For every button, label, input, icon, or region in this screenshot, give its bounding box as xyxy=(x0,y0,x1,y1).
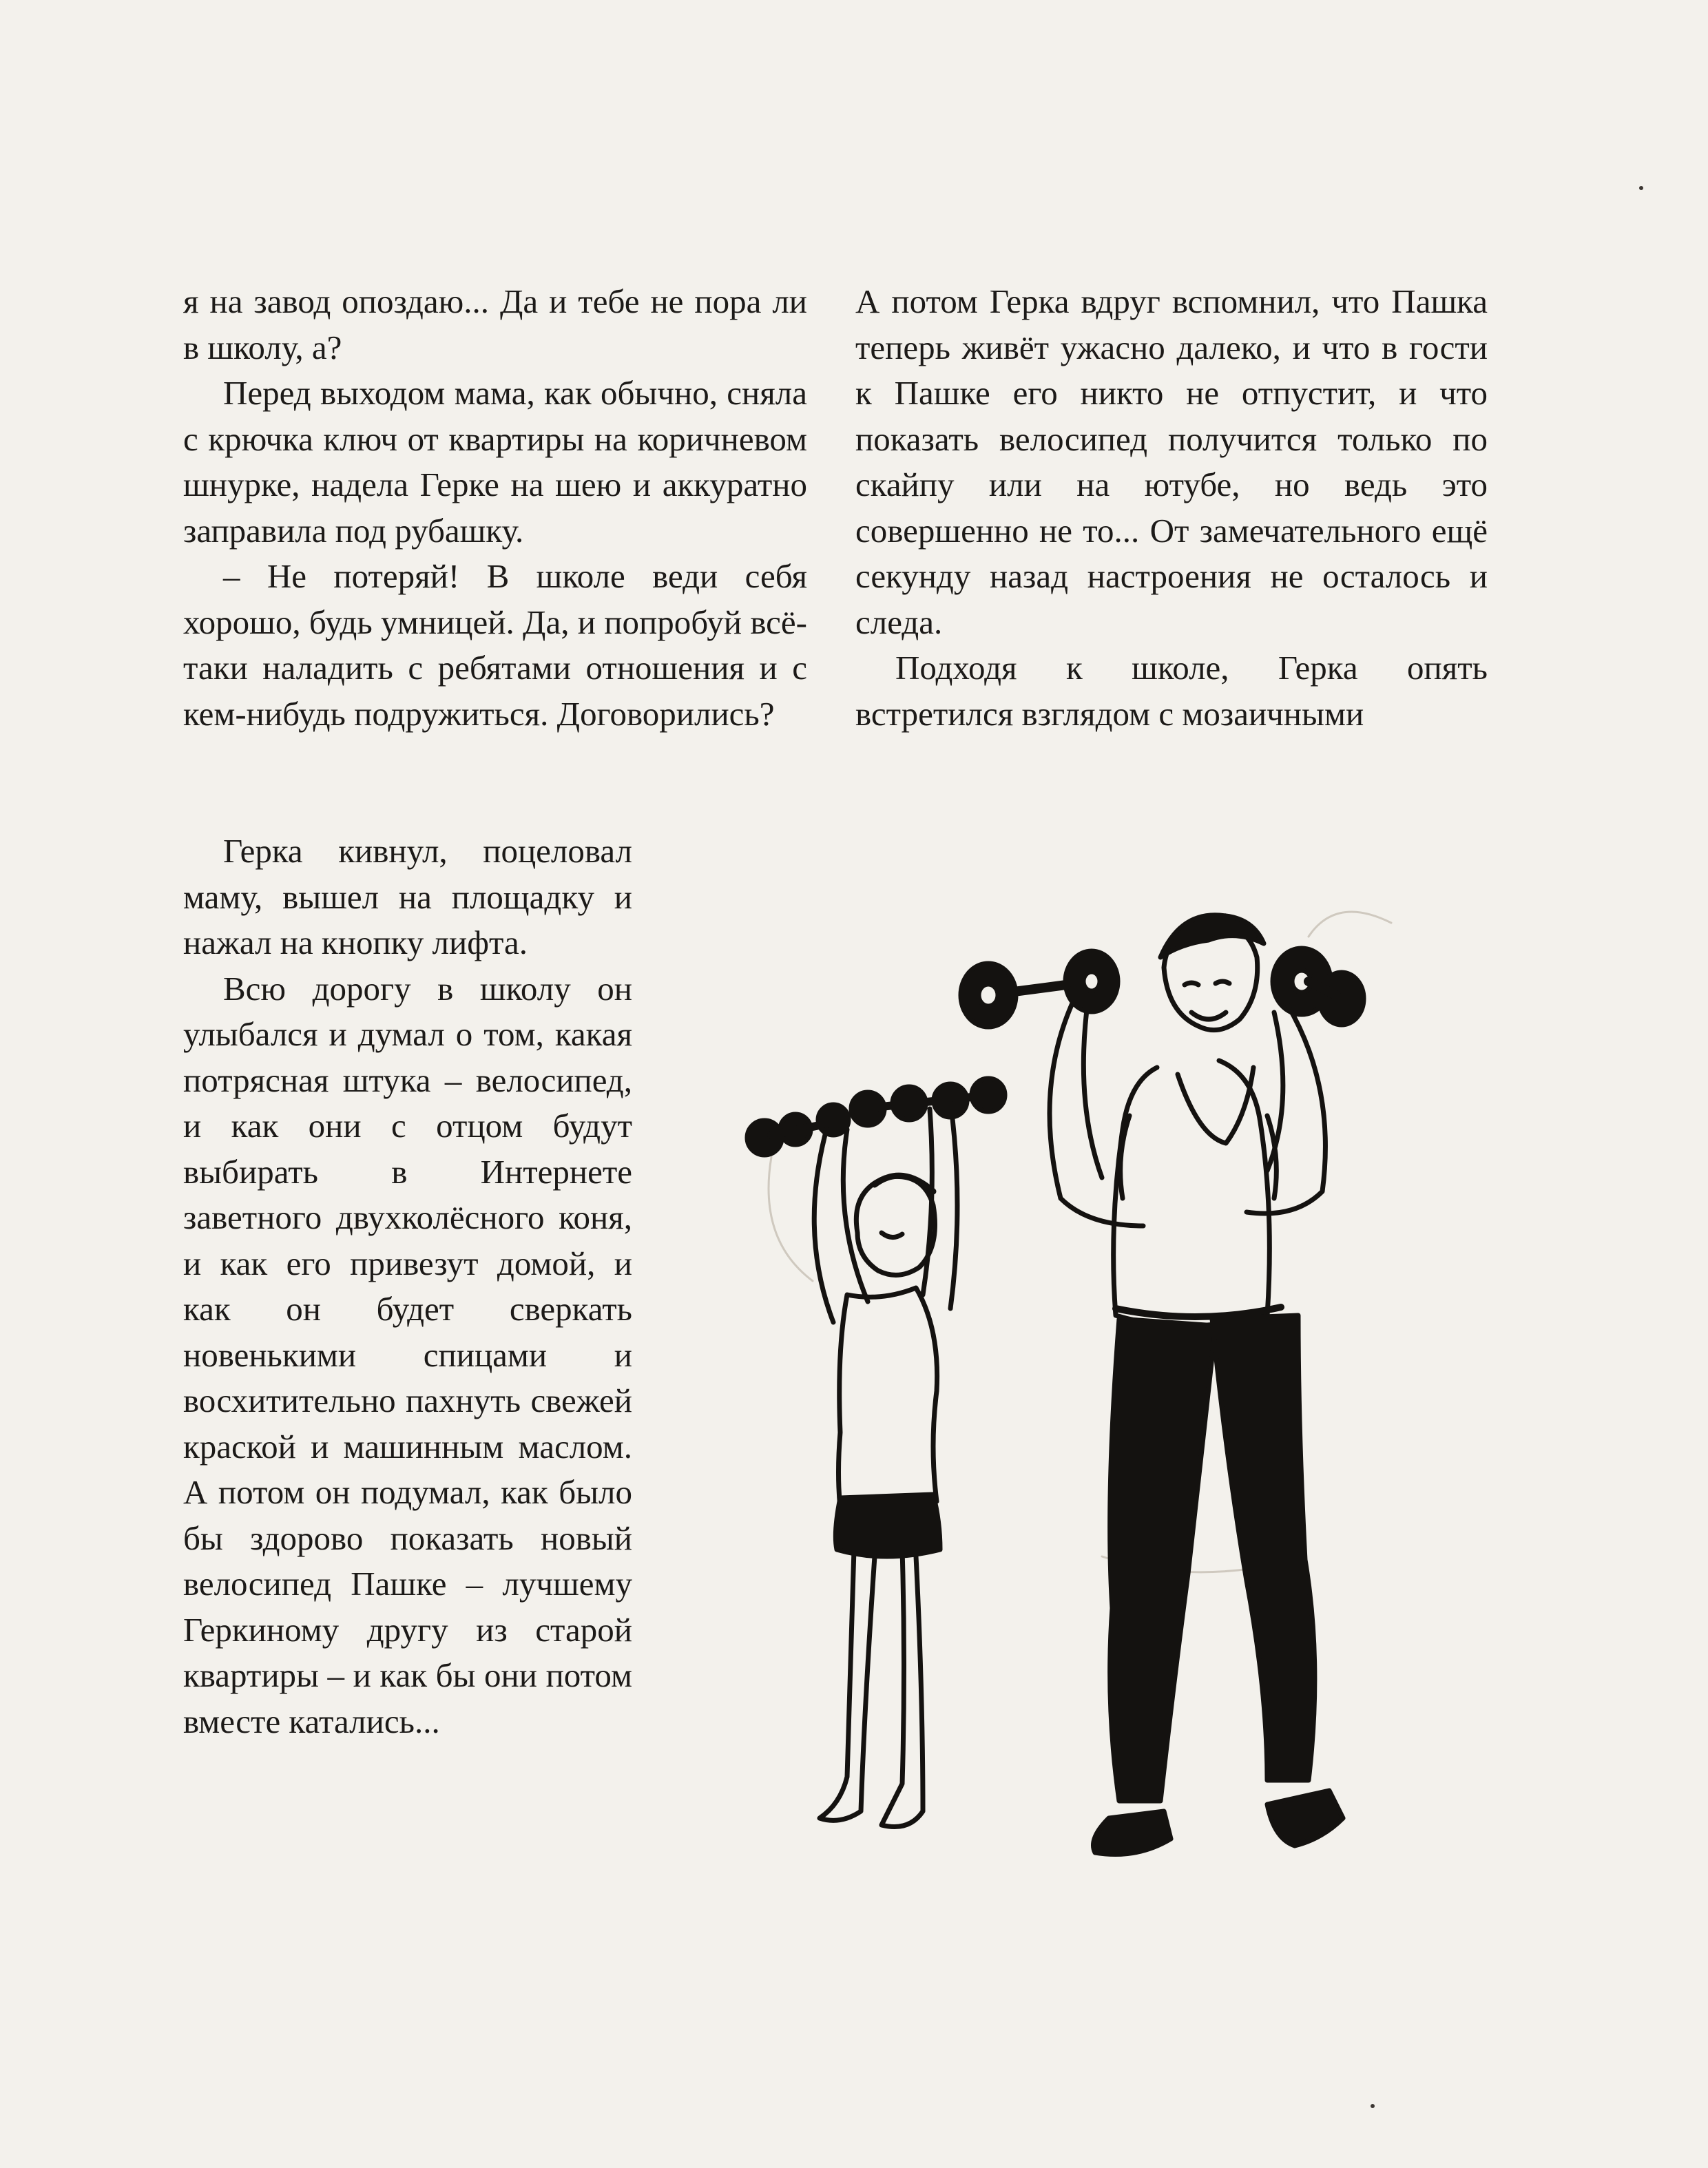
right-column xyxy=(855,279,1488,737)
dumbbell-icon xyxy=(961,951,1118,1027)
paragraph: Всю дорогу в школу он улыбался и думал о том, какая потрясная штука – велосипед, и как они с отцом будут выбирать в Интернете заветного двухколёсного коня, и как его привезут домой, и как он будет сверкать новенькими спицами и восхитительно пахнуть свежей краской и машинным маслом. А потом он подумал, как было бы здорово показать новый велосипед Пашке – лучшему Геркиному другу из старой квартиры – и как бы они потом вместе катались... xyxy=(183,969,632,1740)
paragraph: Подходя к школе, Герка опять встретился взглядом с мозаичными xyxy=(855,649,1488,733)
dumbbell-illustration xyxy=(744,826,1543,1873)
dumbbell-icon xyxy=(747,1105,848,1155)
father-figure xyxy=(961,915,1364,1855)
paragraph: Перед выходом мама, как обычно, сняла с крючка ключ от квартиры на коричневом шнурке, надела Герке на шею и аккуратно заправила под рубашку. xyxy=(183,374,807,550)
print-speck xyxy=(1371,2104,1375,2108)
paragraph: А потом Герка вдруг вспомнил, что Пашка теперь живёт ужасно далеко, и что в гости к Пашке его никто не отпустит, и что показать велосипед получится только по скайпу или на ютубе, но ведь это совершенно не то... От замечательного ещё секунду назад настроения не осталось и следа. xyxy=(855,282,1488,641)
paragraph: Герка кивнул, поцеловал маму, вышел на площадку и нажал на кнопку лифта. xyxy=(183,832,632,961)
left-column-narrow xyxy=(183,828,632,1744)
paragraph: я на завод опоздаю... Да и тебе не пора ли в школу, а? xyxy=(183,282,807,366)
boy-figure xyxy=(747,1078,1005,1827)
print-speck xyxy=(1639,186,1643,190)
paragraph: – Не потеряй! В школе веди себя хорошо, будь умницей. Да, и попробуй всё-таки наладить с ребятами отношения и с кем-нибудь подружиться. Договорились? xyxy=(183,557,807,733)
left-column-top xyxy=(183,279,807,737)
dumbbell-icon xyxy=(1273,948,1364,1025)
